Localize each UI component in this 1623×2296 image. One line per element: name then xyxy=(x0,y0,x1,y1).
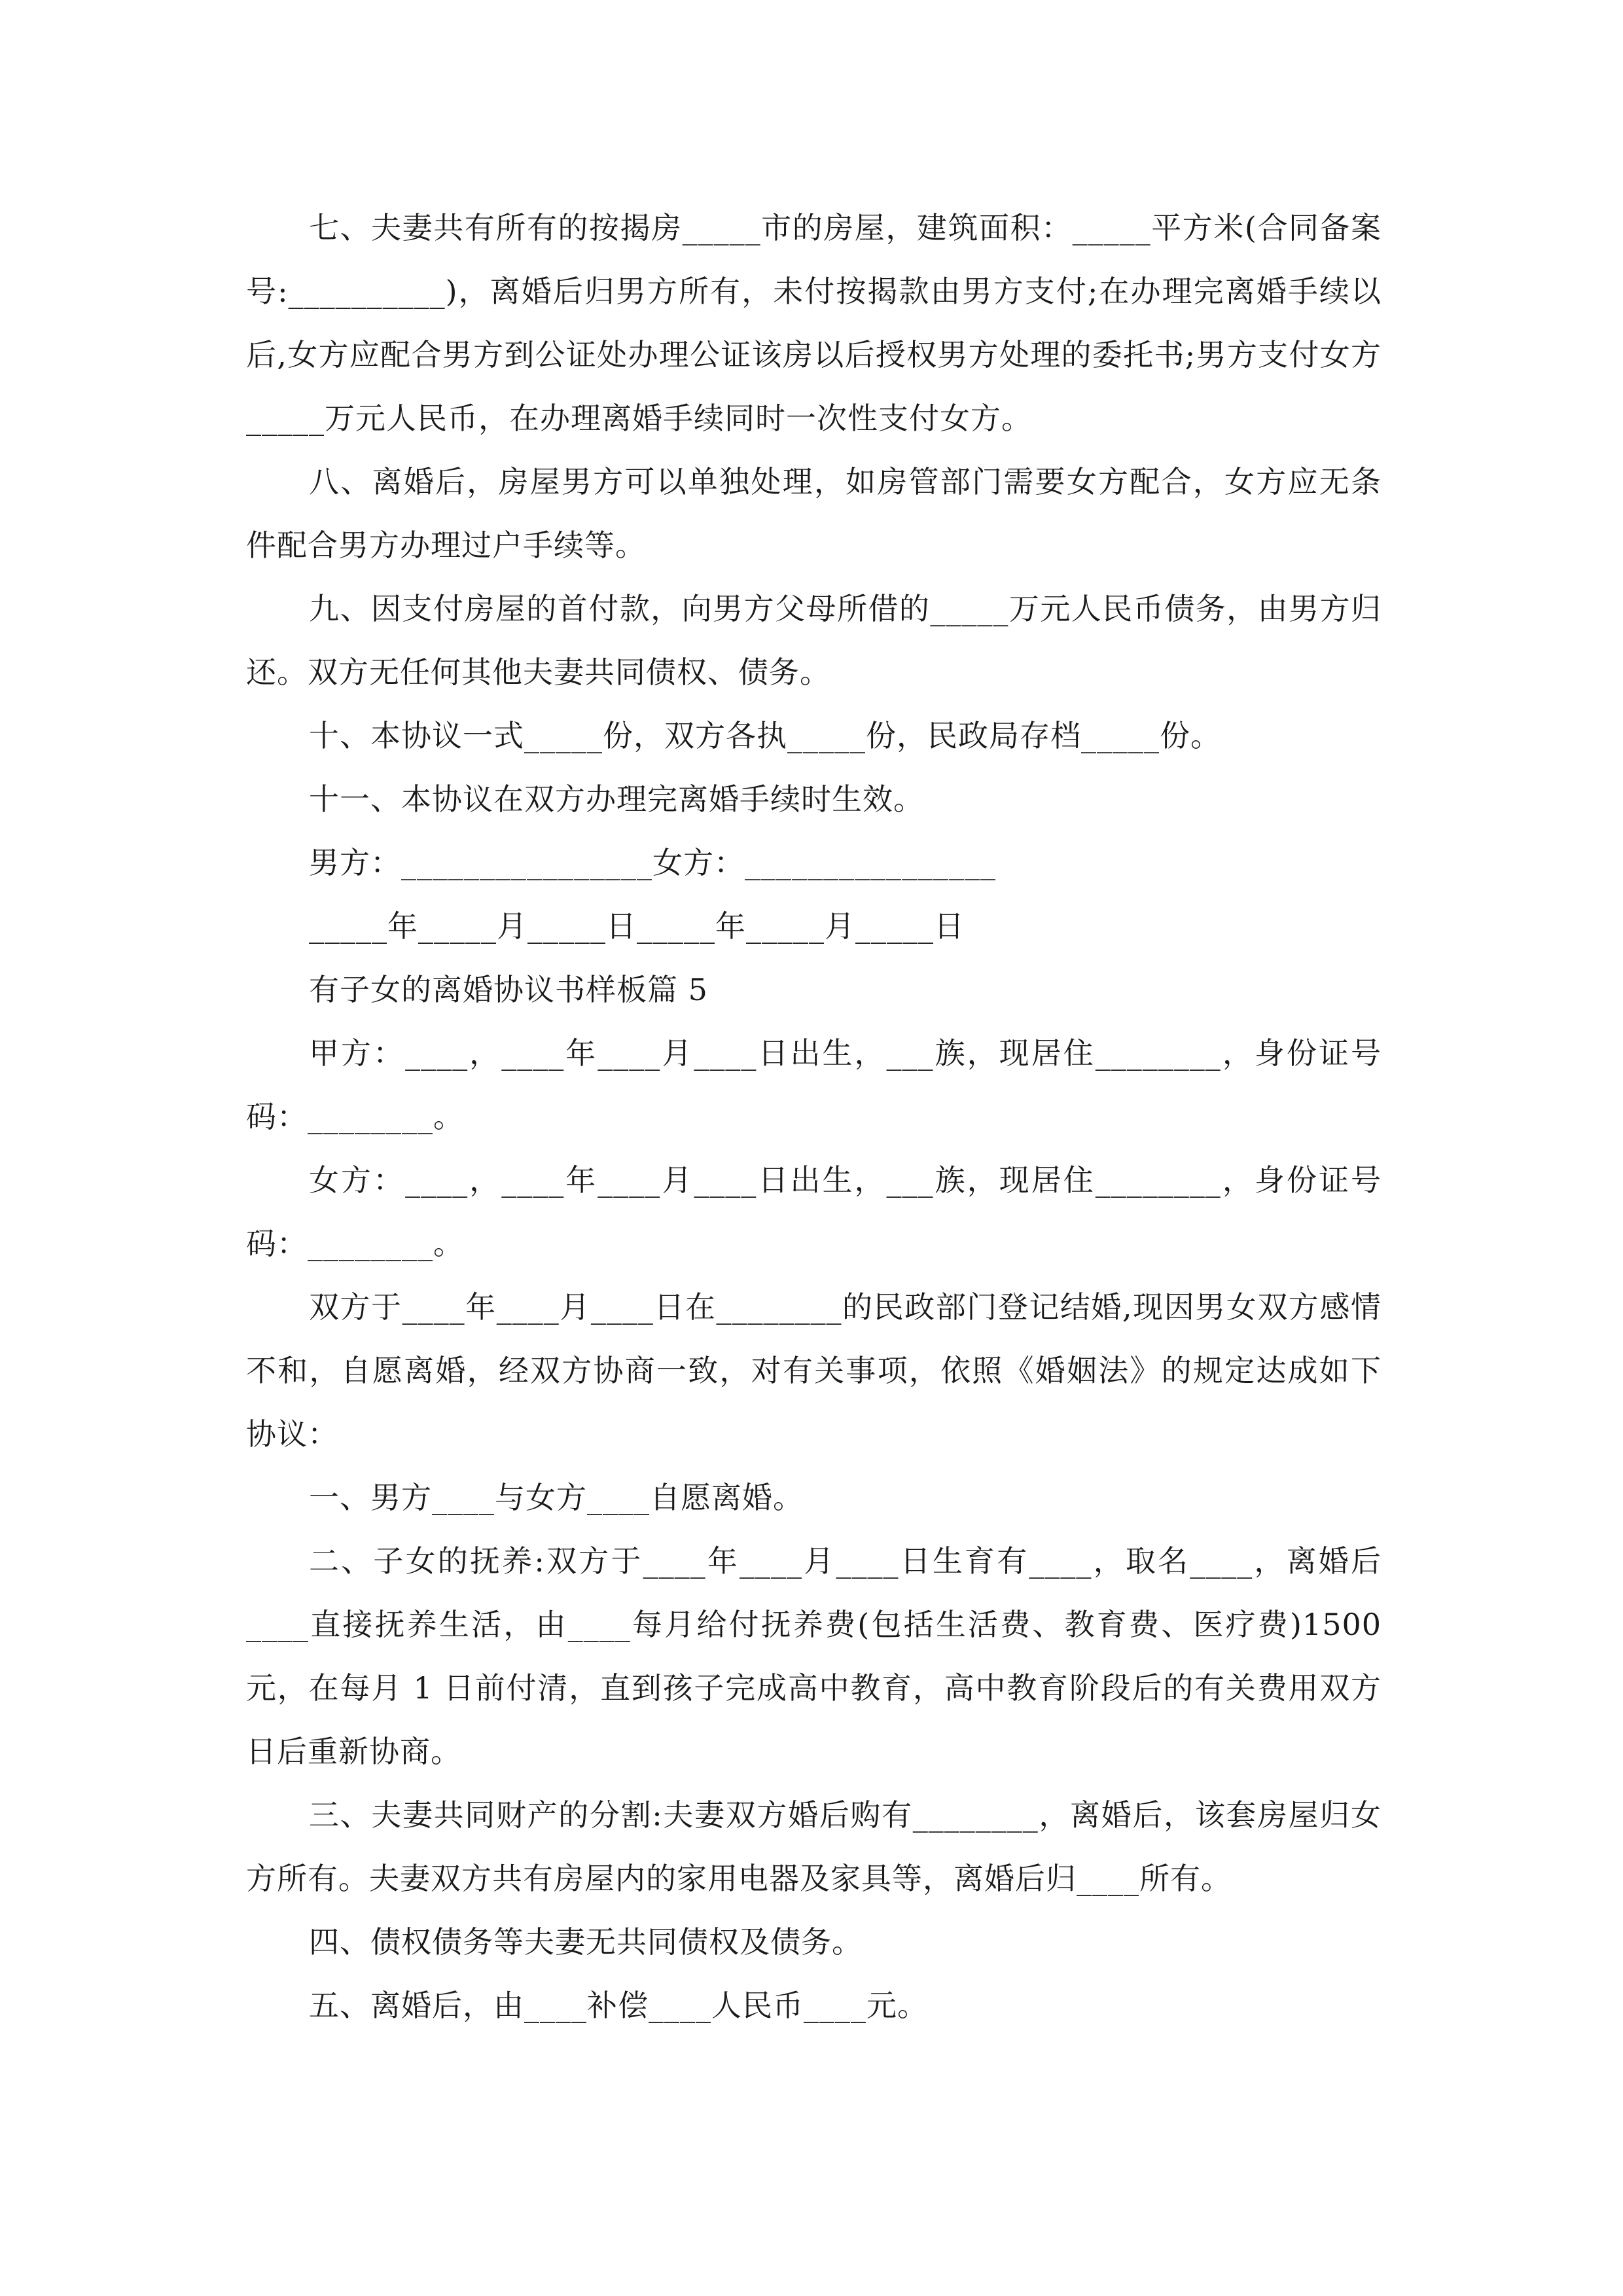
clause-10: 十、本协议一式_____份，双方各执_____份，民政局存档_____份。 xyxy=(309,718,1221,753)
clause-1: 一、男方____与女方____自愿离婚。 xyxy=(309,1480,804,1515)
document-body xyxy=(246,196,1382,2037)
party-a-info: 甲方：____，____年____月____日出生，___族，现居住________，身份证号码：________。 xyxy=(246,1035,1382,1134)
clause-8: 八、离婚后，房屋男方可以单独处理，如房管部门需要女方配合，女方应无条件配合男方办理过户手续等。 xyxy=(246,464,1382,563)
signature-line: 男方：________________女方：________________ xyxy=(309,845,996,880)
clause-5: 五、离婚后，由____补偿____人民币____元。 xyxy=(309,1988,928,2023)
clause-3: 三、夫妻共同财产的分割:夫妻双方婚后购有________，离婚后，该套房屋归女方所有。夫妻双方共有房屋内的家用电器及家具等，离婚后归____所有。 xyxy=(246,1797,1382,1896)
clause-4: 四、债权债务等夫妻无共同债权及债务。 xyxy=(309,1924,863,1960)
date-line: _____年_____月_____日_____年_____月_____日 xyxy=(309,908,965,944)
clause-2: 二、子女的抚养:双方于____年____月____日生育有____，取名____，离婚后____直接抚养生活，由____每月给付抚养费(包括生活费、教育费、医疗费)1500元，在每月 1 日前付清，直到孩子完成高中教育，高中教育阶段后的有关费用双方日后重新协商。 xyxy=(246,1543,1382,1769)
party-b-info: 女方：____，____年____月____日出生，___族，现居住________，身份证号码：________。 xyxy=(246,1162,1382,1261)
section-title: 有子女的离婚协议书样板篇 5 xyxy=(309,972,708,1007)
clause-7: 七、夫妻共有所有的按揭房_____市的房屋，建筑面积：_____平方米(合同备案号:__________)，离婚后归男方所有，未付按揭款由男方支付;在办理完离婚手续以后,女方应配合男方到公证处办理公证该房以后授权男方处理的委托书;男方支付女方_____万元人民币，在办理离婚手续同时一次性支付女方。 xyxy=(246,210,1382,436)
clause-11: 十一、本协议在双方办理完离婚手续时生效。 xyxy=(309,781,924,817)
clause-9: 九、因支付房屋的首付款，向男方父母所借的_____万元人民币债务，由男方归还。双方无任何其他夫妻共同债权、债务。 xyxy=(246,591,1382,690)
preamble: 双方于____年____月____日在________的民政部门登记结婚,现因男女双方感情不和，自愿离婚，经双方协商一致，对有关事项，依照《婚姻法》的规定达成如下协议： xyxy=(246,1289,1382,1452)
